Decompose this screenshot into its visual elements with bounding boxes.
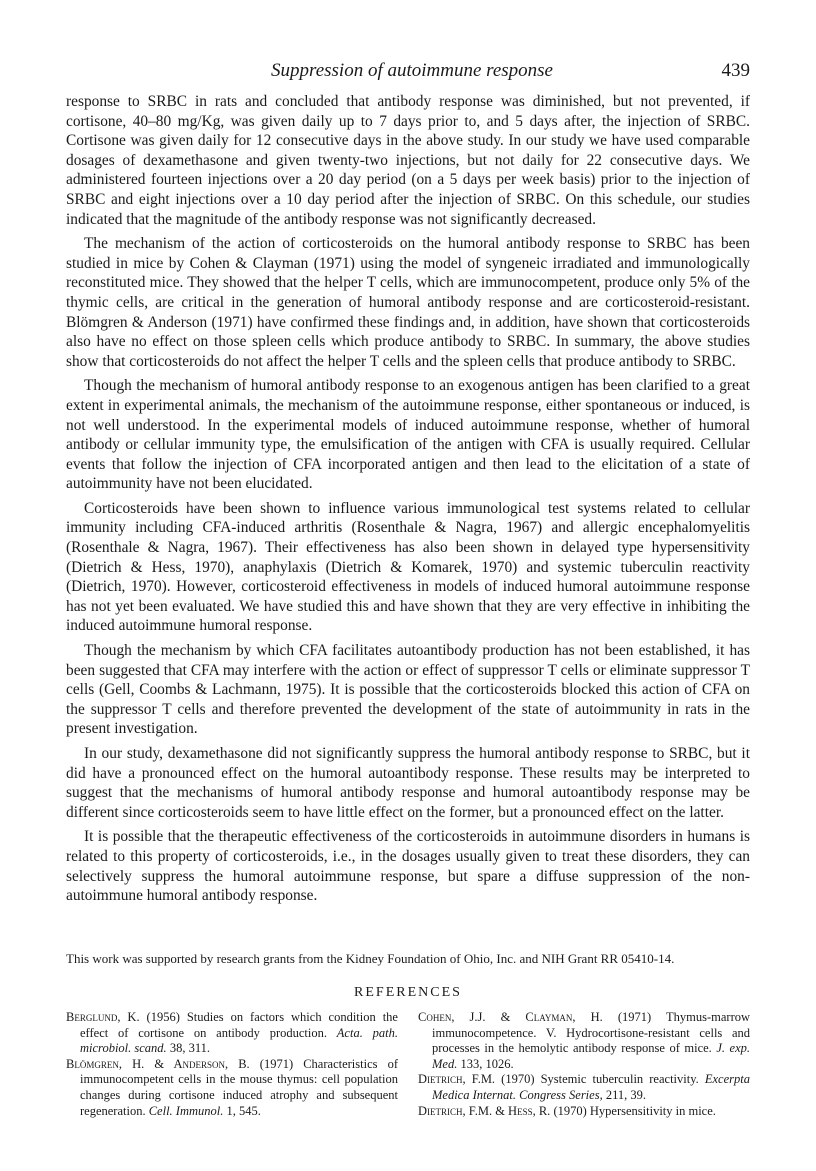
page-header [66,60,750,88]
paragraph: In our study, dexamethasone did not significantly suppress the humoral antibody response to SRBC, but it did have a pronounced effect on the humoral autoantibody response. These results may be interpreted to suggest that the mechanisms of humoral antibody response and humoral autoantibody response may be different since corticosteroids seem to have little effect on the former, but a pronounced effect on the latter. [66,745,750,821]
paragraph: Though the mechanism by which CFA facilitates autoantibody production has not been established, it has been suggested that CFA may interfere with the action or effect of suppressor T cells or eliminate suppressor T cells (Gell, Coombs & Lachmann, 1975). It is possible that the corticosteroids blocked this action of CFA on the suppressor T cells and therefore prevented the development of the state of autoimmunity in rats in the present investigation. [66,642,750,738]
paragraph: It is possible that the therapeutic effectiveness of the corticosteroids in autoimmune disorders in humans is related to this property of corticosteroids, i.e., in the dosages usually given to treat these disorders, they can selectively suppress the humoral autoimmune response, but spare a diffuse suppression of the non-autoimmune humoral antibody response. [66,828,750,905]
page-number: 439 [721,60,750,81]
references-column-right [418,1010,750,1119]
running-title: Suppression of autoimmune response [271,60,553,81]
reference-item: Blömgren, H. & Anderson, B. (1971) Characteristics of immunocompetent cells in the mouse thymus: cell population changes during cortisone induced atrophy and subsequent regeneration. Cell. Immunol. 1, 545. [66,1056,399,1118]
body-text [66,92,750,911]
acknowledgement: This work was supported by research grants from the Kidney Foundation of Ohio, Inc. and NIH Grant RR 05410-14. [66,951,675,966]
references-heading: REFERENCES [354,985,462,1000]
reference-item: Dietrich, F.M. & Hess, R. (1970) Hypersensitivity in mice. [418,1103,716,1118]
paragraph: The mechanism of the action of corticosteroids on the humoral antibody response to SRBC has been studied in mice by Cohen & Clayman (1971) using the model of syngeneic irradiated and immunologically reconstituted mice. They showed that the helper T cells, which are immunocompetent, produce only 5% of the thymic cells, are critical in the generation of humoral antibody response and are corticosteroid-resistant. Blömgren & Anderson (1971) have confirmed these findings and, in addition, have shown that corticosteroids also have no effect on those spleen cells which produce antibody to SRBC. In summary, the above studies show that corticosteroids do not affect the helper T cells and the spleen cells that produce antibody to SRBC. [66,235,750,370]
reference-item: Dietrich, F.M. (1970) Systemic tuberculin reactivity. Excerpta Medica Internat. Congress Series, 211, 39. [418,1072,750,1102]
reference-item: Cohen, J.J. & Clayman, H. (1971) Thymus-marrow immunocompetence. V. Hydrocortisone-resistant cells and processes in the hemolytic antibody response of mice. J. exp. Med. 133, 1026. [418,1010,751,1071]
paragraph: response to SRBC in rats and concluded that antibody response was diminished, but not prevented, if cortisone, 40–80 mg/Kg, was given daily up to 7 days prior to, and 5 days after, the injection of SRBC. Cortisone was given daily for 12 consecutive days in the above study. In our study we have used comparable dosages of dexamethasone and given twenty-two injections, but not daily for 22 consecutive days. We administered fourteen injections over a 20 day period (on a 5 days per week basis) prior to the injection of SRBC and eight injections over a 10 day period after the injection of SRBC. On this schedule, our studies indicated that the magnitude of the antibody response was not significantly decreased. [66,93,750,228]
paragraph: Corticosteroids have been shown to influence various immunological test systems related to cellular immunity including CFA-induced arthritis (Rosenthale & Nagra, 1967) and allergic encephalomyelitis (Rosenthale & Nagra, 1967). Their effectiveness has also been shown in delayed type hypersensitivity (Dietrich & Hess, 1970), anaphylaxis (Dietrich & Komarek, 1970) and systemic tuberculin reactivity (Dietrich, 1970). However, corticosteroid effectiveness in models of induced humoral autoimmune response has not yet been evaluated. We have studied this and have shown that they are very effective in inhibiting the induced autoimmune humoral response. [66,499,750,635]
references-column-left [66,1010,398,1119]
reference-item: Berglund, K. (1956) Studies on factors which condition the effect of cortisone on antibody production. Acta. path. microbiol. scand. 38, 311. [66,1010,398,1056]
paragraph: Though the mechanism of humoral antibody response to an exogenous antigen has been clarified to a great extent in experimental animals, the mechanism of the autoimmune response, either spontaneous or induced, is not well understood. In the experimental models of induced autoimmune response, whether of humoral antibody or cellular immunity type, the emulsification of the antigen with CFA is usually required. Cellular events that follow the injection of CFA incorporated antigen and then lead to the elicitation of a state of autoimmunity have not been elucidated. [66,377,750,493]
